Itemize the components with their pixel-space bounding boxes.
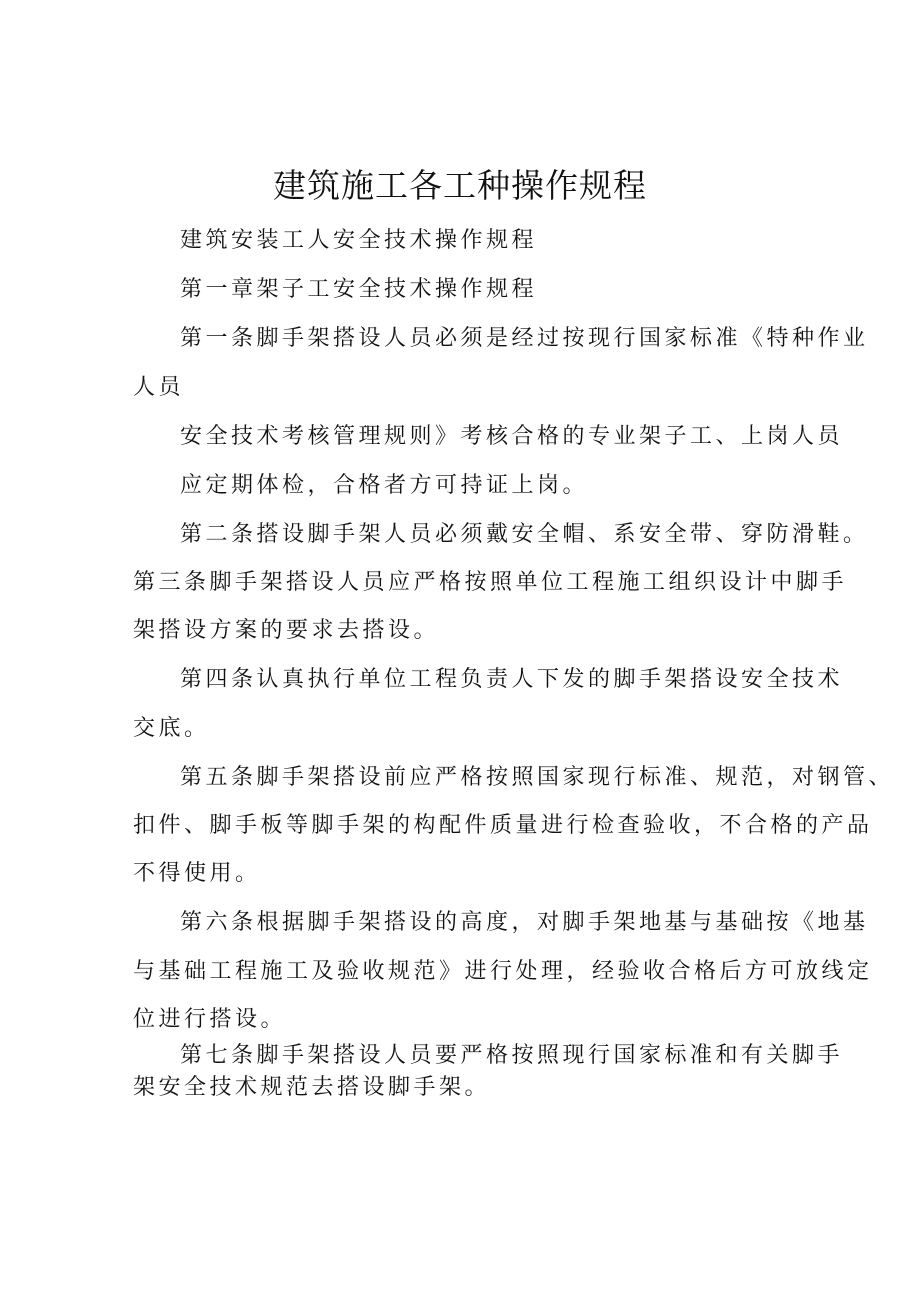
text-line: 第三条脚手架搭设人员应严格按照单位工程施工组织设计中脚手 — [133, 570, 848, 595]
text-line: 扣件、脚手板等脚手架的构配件质量进行检查验收，不合格的产品 — [133, 813, 873, 838]
text-line: 交底。 — [133, 716, 210, 741]
text-line: 第六条根据脚手架搭设的高度，对脚手架地基与基础按《地基 — [180, 910, 869, 935]
text-line: 架搭设方案的要求去搭设。 — [133, 618, 440, 643]
text-line: 第七条脚手架搭设人员要严格按照现行国家标准和有关脚手 — [180, 1043, 844, 1068]
text-line: 架安全技术规范去搭设脚手架。 — [133, 1075, 491, 1100]
text-line: 不得使用。 — [133, 861, 261, 886]
text-line: 应定期体检，合格者方可持证上岗。 — [180, 473, 589, 498]
text-line: 第二条搭设脚手架人员必须戴安全帽、系安全带、穿防滑鞋。 — [180, 522, 869, 547]
text-line: 第四条认真执行单位工程负责人下发的脚手架搭设安全技术 — [180, 667, 844, 692]
text-line: 第一条脚手架搭设人员必须是经过按现行国家标准《特种作业 — [180, 326, 869, 351]
text-line: 人员 — [133, 375, 185, 400]
text-line: 第一章架子工安全技术操作规程 — [180, 277, 538, 302]
text-line: 安全技术考核管理规则》考核合格的专业架子工、上岗人员 — [180, 424, 844, 449]
text-line: 位进行搭设。 — [133, 1007, 287, 1032]
text-line: 建筑安装工人安全技术操作规程 — [180, 228, 538, 253]
text-line: 第五条脚手架搭设前应严格按照国家现行标准、规范，对钢管、 — [180, 765, 895, 790]
document-title: 建筑施工各工种操作规程 — [273, 166, 647, 205]
text-line: 与基础工程施工及验收规范》进行处理，经验收合格后方可放线定 — [133, 959, 873, 984]
